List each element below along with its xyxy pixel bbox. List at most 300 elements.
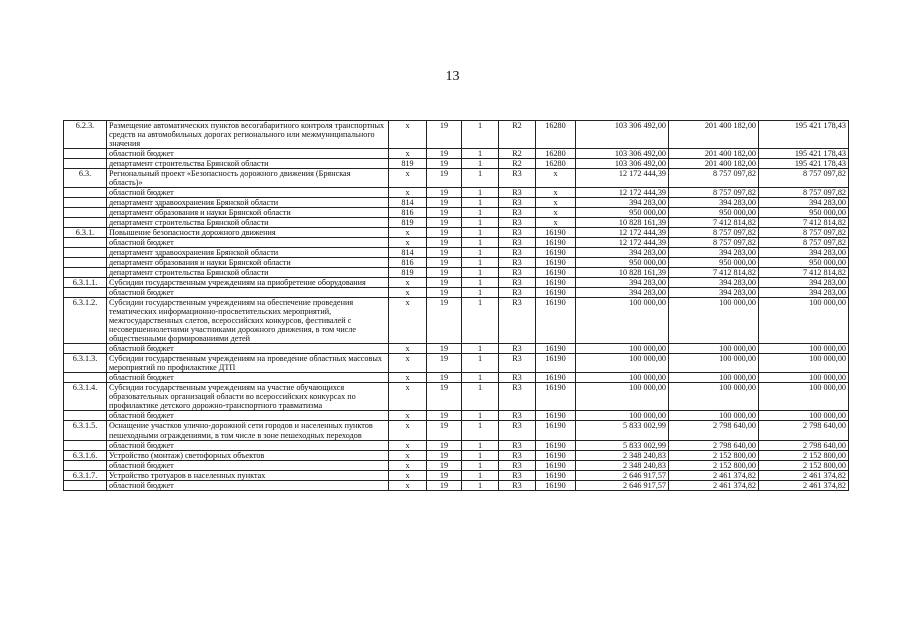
row-section-code: 19 <box>427 258 462 268</box>
row-code <box>64 460 107 470</box>
row-amount-2: 201 400 182,00 <box>669 121 759 149</box>
row-subsection-code: 1 <box>462 238 499 248</box>
row-subsection-code: 1 <box>462 268 499 278</box>
row-name: Устройство (монтаж) светофорных объектов <box>107 450 389 460</box>
row-section-code: 19 <box>427 278 462 288</box>
row-admin-code: x <box>389 421 427 440</box>
row-amount-3: 8 757 097,82 <box>759 228 849 238</box>
row-direction-code: x <box>536 218 576 228</box>
table-row <box>64 480 849 490</box>
row-amount-1: 10 828 161,39 <box>576 268 669 278</box>
row-amount-1: 5 833 002,99 <box>576 421 669 440</box>
table-row <box>64 169 849 188</box>
row-program-code: R3 <box>499 278 536 288</box>
row-program-code: R3 <box>499 268 536 278</box>
row-subsection-code: 1 <box>462 354 499 373</box>
row-program-code: R3 <box>499 298 536 344</box>
row-program-code: R3 <box>499 344 536 354</box>
row-program-code: R3 <box>499 480 536 490</box>
row-name: областной бюджет <box>107 373 389 383</box>
row-direction-code: 16190 <box>536 248 576 258</box>
row-amount-2: 8 757 097,82 <box>669 228 759 238</box>
row-subsection-code: 1 <box>462 278 499 288</box>
row-amount-3: 394 283,00 <box>759 278 849 288</box>
row-code: 6.3.1.1. <box>64 278 107 288</box>
row-program-code: R3 <box>499 460 536 470</box>
row-amount-3: 394 283,00 <box>759 198 849 208</box>
row-code <box>64 208 107 218</box>
row-section-code: 19 <box>427 421 462 440</box>
row-amount-1: 100 000,00 <box>576 411 669 421</box>
row-amount-2: 8 757 097,82 <box>669 238 759 248</box>
row-subsection-code: 1 <box>462 344 499 354</box>
row-admin-code: 814 <box>389 198 427 208</box>
row-section-code: 19 <box>427 238 462 248</box>
row-name: областной бюджет <box>107 288 389 298</box>
row-code <box>64 188 107 198</box>
row-amount-2: 2 798 640,00 <box>669 440 759 450</box>
row-name: Субсидии государственным учреждениям на обеспечение проведения тематических информационно-просветительских мероприятий, межгосударственных слетов, всероссийских конкурсов, фестивалей с несовершеннолетними участниками дорожного движения, в том числе общественными формированиями детей <box>107 298 389 344</box>
row-admin-code: x <box>389 238 427 248</box>
row-amount-3: 950 000,00 <box>759 208 849 218</box>
table-row <box>64 450 849 460</box>
row-name: департамент здравоохранения Брянской области <box>107 198 389 208</box>
row-amount-2: 201 400 182,00 <box>669 149 759 159</box>
table-row <box>64 208 849 218</box>
row-amount-1: 103 306 492,00 <box>576 121 669 149</box>
row-direction-code: 16190 <box>536 383 576 411</box>
row-amount-3: 2 152 800,00 <box>759 460 849 470</box>
row-program-code: R3 <box>499 198 536 208</box>
row-amount-1: 100 000,00 <box>576 344 669 354</box>
row-name: департамент строительства Брянской области <box>107 268 389 278</box>
row-amount-2: 394 283,00 <box>669 248 759 258</box>
row-amount-2: 2 461 374,82 <box>669 470 759 480</box>
row-admin-code: x <box>389 288 427 298</box>
row-program-code: R3 <box>499 248 536 258</box>
table-row <box>64 228 849 238</box>
row-admin-code: x <box>389 373 427 383</box>
row-name: областной бюджет <box>107 188 389 198</box>
row-program-code: R3 <box>499 411 536 421</box>
row-direction-code: x <box>536 188 576 198</box>
row-subsection-code: 1 <box>462 198 499 208</box>
row-subsection-code: 1 <box>462 411 499 421</box>
row-subsection-code: 1 <box>462 258 499 268</box>
row-name: областной бюджет <box>107 480 389 490</box>
row-direction-code: x <box>536 198 576 208</box>
row-code: 6.3.1.5. <box>64 421 107 440</box>
row-amount-1: 2 646 917,57 <box>576 470 669 480</box>
row-program-code: R3 <box>499 421 536 440</box>
row-direction-code: 16280 <box>536 121 576 149</box>
row-subsection-code: 1 <box>462 208 499 218</box>
row-code: 6.3.1. <box>64 228 107 238</box>
row-direction-code: 16190 <box>536 450 576 460</box>
row-name: Размещение автоматических пунктов весогабаритного контроля транспортных средств на автомобильных дорогах регионального или межмуниципального значения <box>107 121 389 149</box>
row-amount-3: 2 461 374,82 <box>759 480 849 490</box>
row-amount-2: 8 757 097,82 <box>669 169 759 188</box>
row-code <box>64 373 107 383</box>
row-program-code: R3 <box>499 258 536 268</box>
row-amount-2: 394 283,00 <box>669 278 759 288</box>
row-admin-code: 814 <box>389 248 427 258</box>
row-section-code: 19 <box>427 450 462 460</box>
row-amount-2: 7 412 814,82 <box>669 268 759 278</box>
row-amount-2: 2 798 640,00 <box>669 421 759 440</box>
row-direction-code: 16190 <box>536 470 576 480</box>
row-amount-3: 100 000,00 <box>759 354 849 373</box>
row-amount-1: 394 283,00 <box>576 248 669 258</box>
row-amount-2: 100 000,00 <box>669 344 759 354</box>
row-amount-1: 394 283,00 <box>576 288 669 298</box>
row-section-code: 19 <box>427 188 462 198</box>
row-amount-1: 950 000,00 <box>576 208 669 218</box>
row-amount-3: 100 000,00 <box>759 298 849 344</box>
row-amount-3: 950 000,00 <box>759 258 849 268</box>
row-admin-code: x <box>389 460 427 470</box>
table-row <box>64 288 849 298</box>
row-admin-code: x <box>389 298 427 344</box>
row-subsection-code: 1 <box>462 149 499 159</box>
row-direction-code: 16190 <box>536 228 576 238</box>
row-name: областной бюджет <box>107 149 389 159</box>
row-section-code: 19 <box>427 344 462 354</box>
row-amount-3: 195 421 178,43 <box>759 149 849 159</box>
row-subsection-code: 1 <box>462 248 499 258</box>
row-direction-code: 16190 <box>536 440 576 450</box>
row-amount-3: 2 798 640,00 <box>759 421 849 440</box>
row-admin-code: x <box>389 450 427 460</box>
row-admin-code: 816 <box>389 208 427 218</box>
row-amount-2: 2 461 374,82 <box>669 480 759 490</box>
row-subsection-code: 1 <box>462 159 499 169</box>
row-name: департамент строительства Брянской области <box>107 218 389 228</box>
row-name: Региональный проект «Безопасность дорожного движения (Брянская область)» <box>107 169 389 188</box>
row-amount-2: 2 152 800,00 <box>669 450 759 460</box>
row-code: 6.3. <box>64 169 107 188</box>
row-code: 6.2.3. <box>64 121 107 149</box>
row-subsection-code: 1 <box>462 450 499 460</box>
row-program-code: R3 <box>499 450 536 460</box>
table-row <box>64 421 849 440</box>
row-direction-code: 16190 <box>536 354 576 373</box>
row-section-code: 19 <box>427 208 462 218</box>
row-section-code: 19 <box>427 248 462 258</box>
row-code: 6.3.1.7. <box>64 470 107 480</box>
row-section-code: 19 <box>427 268 462 278</box>
row-subsection-code: 1 <box>462 298 499 344</box>
row-amount-2: 7 412 814,82 <box>669 218 759 228</box>
row-amount-3: 100 000,00 <box>759 383 849 411</box>
row-code <box>64 218 107 228</box>
row-direction-code: x <box>536 208 576 218</box>
row-subsection-code: 1 <box>462 169 499 188</box>
table-row <box>64 268 849 278</box>
row-program-code: R3 <box>499 383 536 411</box>
row-program-code: R3 <box>499 470 536 480</box>
row-amount-3: 195 421 178,43 <box>759 159 849 169</box>
row-subsection-code: 1 <box>462 121 499 149</box>
row-direction-code: 16280 <box>536 159 576 169</box>
row-subsection-code: 1 <box>462 188 499 198</box>
row-amount-2: 100 000,00 <box>669 411 759 421</box>
row-amount-2: 8 757 097,82 <box>669 188 759 198</box>
row-amount-3: 8 757 097,82 <box>759 188 849 198</box>
row-amount-1: 2 348 240,83 <box>576 460 669 470</box>
row-admin-code: x <box>389 188 427 198</box>
row-direction-code: 16190 <box>536 288 576 298</box>
row-amount-2: 100 000,00 <box>669 383 759 411</box>
row-code <box>64 344 107 354</box>
table-row <box>64 460 849 470</box>
row-amount-2: 201 400 182,00 <box>669 159 759 169</box>
row-section-code: 19 <box>427 121 462 149</box>
row-admin-code: x <box>389 344 427 354</box>
row-amount-1: 12 172 444,39 <box>576 228 669 238</box>
row-program-code: R2 <box>499 149 536 159</box>
row-direction-code: 16190 <box>536 268 576 278</box>
row-code <box>64 238 107 248</box>
row-code <box>64 159 107 169</box>
row-section-code: 19 <box>427 470 462 480</box>
row-code <box>64 411 107 421</box>
row-program-code: R3 <box>499 218 536 228</box>
row-amount-1: 394 283,00 <box>576 198 669 208</box>
row-direction-code: 16280 <box>536 149 576 159</box>
row-amount-2: 950 000,00 <box>669 208 759 218</box>
table-row <box>64 121 849 149</box>
table-row <box>64 198 849 208</box>
row-amount-2: 100 000,00 <box>669 354 759 373</box>
row-amount-1: 100 000,00 <box>576 383 669 411</box>
row-section-code: 19 <box>427 460 462 470</box>
row-section-code: 19 <box>427 218 462 228</box>
row-amount-1: 12 172 444,39 <box>576 188 669 198</box>
row-admin-code: x <box>389 149 427 159</box>
row-amount-1: 2 348 240,83 <box>576 450 669 460</box>
table-row <box>64 188 849 198</box>
table-row <box>64 354 849 373</box>
row-admin-code: x <box>389 480 427 490</box>
row-amount-1: 100 000,00 <box>576 298 669 344</box>
row-amount-3: 8 757 097,82 <box>759 169 849 188</box>
row-admin-code: x <box>389 354 427 373</box>
row-code <box>64 440 107 450</box>
row-section-code: 19 <box>427 298 462 344</box>
row-code <box>64 198 107 208</box>
row-section-code: 19 <box>427 383 462 411</box>
row-section-code: 19 <box>427 440 462 450</box>
row-direction-code: 16190 <box>536 278 576 288</box>
table-row <box>64 344 849 354</box>
row-subsection-code: 1 <box>462 421 499 440</box>
row-subsection-code: 1 <box>462 470 499 480</box>
table-body <box>64 121 849 491</box>
row-subsection-code: 1 <box>462 440 499 450</box>
row-program-code: R3 <box>499 188 536 198</box>
row-subsection-code: 1 <box>462 218 499 228</box>
row-admin-code: x <box>389 470 427 480</box>
row-code: 6.3.1.2. <box>64 298 107 344</box>
row-section-code: 19 <box>427 354 462 373</box>
row-amount-1: 12 172 444,39 <box>576 238 669 248</box>
row-program-code: R3 <box>499 373 536 383</box>
row-amount-1: 12 172 444,39 <box>576 169 669 188</box>
table-row <box>64 218 849 228</box>
row-program-code: R3 <box>499 238 536 248</box>
row-amount-3: 195 421 178,43 <box>759 121 849 149</box>
row-subsection-code: 1 <box>462 228 499 238</box>
row-program-code: R3 <box>499 169 536 188</box>
table-row <box>64 258 849 268</box>
row-name: Субсидии государственным учреждениям на проведение областных массовых мероприятий по профилактике ДТП <box>107 354 389 373</box>
row-program-code: R2 <box>499 121 536 149</box>
row-section-code: 19 <box>427 288 462 298</box>
row-name: областной бюджет <box>107 460 389 470</box>
row-name: областной бюджет <box>107 440 389 450</box>
row-amount-3: 2 798 640,00 <box>759 440 849 450</box>
row-amount-2: 2 152 800,00 <box>669 460 759 470</box>
row-name: Устройство тротуаров в населенных пунктах <box>107 470 389 480</box>
row-code <box>64 248 107 258</box>
row-subsection-code: 1 <box>462 288 499 298</box>
row-direction-code: 16190 <box>536 480 576 490</box>
row-subsection-code: 1 <box>462 373 499 383</box>
row-admin-code: 819 <box>389 268 427 278</box>
row-admin-code: 819 <box>389 159 427 169</box>
row-admin-code: x <box>389 383 427 411</box>
row-name: областной бюджет <box>107 411 389 421</box>
row-amount-3: 8 757 097,82 <box>759 238 849 248</box>
row-code: 6.3.1.4. <box>64 383 107 411</box>
row-amount-3: 7 412 814,82 <box>759 268 849 278</box>
row-name: департамент строительства Брянской области <box>107 159 389 169</box>
row-section-code: 19 <box>427 159 462 169</box>
row-amount-1: 100 000,00 <box>576 354 669 373</box>
row-direction-code: 16190 <box>536 411 576 421</box>
row-code: 6.3.1.6. <box>64 450 107 460</box>
row-amount-3: 2 152 800,00 <box>759 450 849 460</box>
row-section-code: 19 <box>427 149 462 159</box>
row-name: Субсидии государственным учреждениям на приобретение оборудования <box>107 278 389 288</box>
row-code <box>64 268 107 278</box>
row-amount-1: 5 833 002,99 <box>576 440 669 450</box>
row-admin-code: 816 <box>389 258 427 268</box>
row-direction-code: x <box>536 169 576 188</box>
row-program-code: R3 <box>499 228 536 238</box>
row-direction-code: 16190 <box>536 421 576 440</box>
row-amount-1: 394 283,00 <box>576 278 669 288</box>
row-code <box>64 288 107 298</box>
row-admin-code: x <box>389 278 427 288</box>
row-amount-3: 100 000,00 <box>759 344 849 354</box>
row-admin-code: x <box>389 228 427 238</box>
row-name: областной бюджет <box>107 344 389 354</box>
table-row <box>64 470 849 480</box>
row-direction-code: 16190 <box>536 238 576 248</box>
row-admin-code: x <box>389 169 427 188</box>
row-amount-3: 394 283,00 <box>759 248 849 258</box>
row-name: департамент образования и науки Брянской области <box>107 208 389 218</box>
row-admin-code: x <box>389 440 427 450</box>
row-name: областной бюджет <box>107 238 389 248</box>
row-name: департамент образования и науки Брянской области <box>107 258 389 268</box>
row-name: департамент здравоохранения Брянской области <box>107 248 389 258</box>
row-subsection-code: 1 <box>462 383 499 411</box>
row-section-code: 19 <box>427 480 462 490</box>
table-row <box>64 440 849 450</box>
row-amount-2: 100 000,00 <box>669 298 759 344</box>
row-amount-1: 103 306 492,00 <box>576 159 669 169</box>
row-name: Повышение безопасности дорожного движения <box>107 228 389 238</box>
row-direction-code: 16190 <box>536 344 576 354</box>
row-amount-3: 100 000,00 <box>759 373 849 383</box>
row-code: 6.3.1.3. <box>64 354 107 373</box>
row-program-code: R3 <box>499 440 536 450</box>
row-section-code: 19 <box>427 411 462 421</box>
row-admin-code: x <box>389 411 427 421</box>
row-program-code: R3 <box>499 354 536 373</box>
table-row <box>64 238 849 248</box>
row-subsection-code: 1 <box>462 460 499 470</box>
row-program-code: R3 <box>499 288 536 298</box>
row-amount-2: 100 000,00 <box>669 373 759 383</box>
row-amount-1: 100 000,00 <box>576 373 669 383</box>
row-amount-1: 2 646 917,57 <box>576 480 669 490</box>
table-row <box>64 383 849 411</box>
row-program-code: R3 <box>499 208 536 218</box>
row-amount-1: 10 828 161,39 <box>576 218 669 228</box>
budget-table <box>63 120 849 491</box>
table-row <box>64 278 849 288</box>
row-direction-code: 16190 <box>536 373 576 383</box>
row-admin-code: x <box>389 121 427 149</box>
row-amount-1: 103 306 492,00 <box>576 149 669 159</box>
table-row <box>64 159 849 169</box>
row-admin-code: 819 <box>389 218 427 228</box>
row-section-code: 19 <box>427 198 462 208</box>
row-amount-3: 7 412 814,82 <box>759 218 849 228</box>
row-subsection-code: 1 <box>462 480 499 490</box>
row-amount-3: 2 461 374,82 <box>759 470 849 480</box>
row-program-code: R2 <box>499 159 536 169</box>
row-amount-3: 100 000,00 <box>759 411 849 421</box>
row-name: Оснащение участков улично-дорожной сети городов и населенных пунктов пешеходными ограждениями, в том числе в зоне пешеходных переходов <box>107 421 389 440</box>
row-name: Субсидии государственным учреждениям на участие обучающихся образовательных организаций области во всероссийских конкурсах по профилактике детского дорожно-транспортного травматизма <box>107 383 389 411</box>
row-section-code: 19 <box>427 169 462 188</box>
row-code <box>64 149 107 159</box>
row-code <box>64 480 107 490</box>
table-row <box>64 298 849 344</box>
table-row <box>64 149 849 159</box>
row-section-code: 19 <box>427 228 462 238</box>
row-direction-code: 16190 <box>536 460 576 470</box>
row-code <box>64 258 107 268</box>
row-direction-code: 16190 <box>536 258 576 268</box>
row-section-code: 19 <box>427 373 462 383</box>
row-amount-2: 394 283,00 <box>669 198 759 208</box>
row-amount-3: 394 283,00 <box>759 288 849 298</box>
row-direction-code: 16190 <box>536 298 576 344</box>
row-amount-2: 394 283,00 <box>669 288 759 298</box>
table-row <box>64 411 849 421</box>
table-row <box>64 373 849 383</box>
row-amount-1: 950 000,00 <box>576 258 669 268</box>
table-row <box>64 248 849 258</box>
row-amount-2: 950 000,00 <box>669 258 759 268</box>
page-number: 13 <box>445 69 460 84</box>
